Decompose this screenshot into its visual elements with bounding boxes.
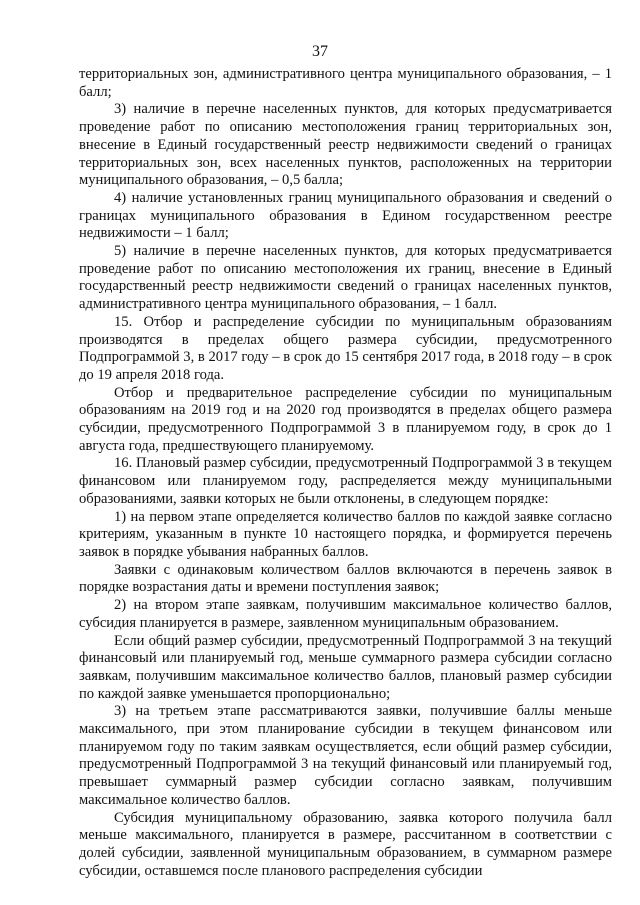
paragraph-proportional-reduction: Если общий размер субсидии, предусмотренный Подпрограммой 3 на текущий финансовый или планируемый год, меньше суммарного размера субсидии согласно заявкам, получившим максимальное количество баллов, плановый размер субсидии по каждой заявке уменьшается пропорционально; [79,632,612,702]
paragraph-continuation: территориальных зон, административного центра муниципального образования, – 1 балл; [79,66,612,100]
page-number: 37 [312,43,328,60]
paragraph-subsidy-share: Субсидия муниципальному образованию, заявка которого получила балл меньше максимального, планируется в размере, рассчитанном в соответствии с долей субсидии, заявленной муниципальным образованием, в суммарном размере субсидии, оставшемся после планового распределения субсидии [79,809,612,879]
paragraph-stage-3: 3) на третьем этапе рассматриваются заявки, получившие баллы меньше максимального, при этом планирование субсидии в текущем финансовом или планируемом году по таким заявкам осуществляется, если общий размер субсидии, предусмотренный Подпрограммой 3 на текущий финансовый или планируемый год, превышает суммарный размер субсидии согласно заявкам, получившим максимальное количество баллов. [79,703,612,808]
document-body [79,66,612,880]
paragraph-item-4: 4) наличие установленных границ муниципального образования и сведений о границах муниципального образования в Едином государственном реестре недвижимости – 1 балл; [79,189,612,242]
paragraph-item-5: 5) наличие в перечне населенных пунктов, для которых предусматривается проведение работ по описанию местоположения их границ, внесение в Единый государственный реестр недвижимости сведений о границах населенных пунктов, административного центра муниципального образования, – 1 балл. [79,243,612,313]
paragraph-section-16: 16. Плановый размер субсидии, предусмотренный Подпрограммой 3 в текущем финансовом или планируемом году, распределяется между муниципальными образованиями, заявки которых не были отклонены, в следующем порядке: [79,455,612,507]
paragraph-item-3: 3) наличие в перечне населенных пунктов, для которых предусматривается проведение работ по описанию местоположения границ территориальных зон, внесение в Единый государственный реестр недвижимости сведений о границах территориальных зон, всех населенных пунктов, расположенных на территории муниципального образования, – 0,5 балла; [79,101,612,189]
paragraph-stage-2: 2) на втором этапе заявкам, получившим максимальное количество баллов, субсидия планируется в размере, заявленном муниципальным образованием. [79,597,612,631]
paragraph-stage-1: 1) на первом этапе определяется количество баллов по каждой заявке согласно критериям, указанным в пункте 10 настоящего порядка, и формируется перечень заявок в порядке убывания набранных баллов. [79,508,612,560]
paragraph-selection-2019-2020: Отбор и предварительное распределение субсидии по муниципальным образованиям на 2019 год и на 2020 год производятся в пределах общего размера субсидии, предусмотренного Подпрограммой 3 в планируемом году, в срок до 1 августа года, предшествующего планируемому. [79,384,612,454]
paragraph-section-15: 15. Отбор и распределение субсидии по муниципальным образованиям производятся в пределах общего размера субсидии, предусмотренного Подпрограммой 3, в 2017 году – в срок до 15 сентября 2017 года, в 2018 году – в срок до 19 апреля 2018 года. [79,313,612,383]
paragraph-equal-scores: Заявки с одинаковым количеством баллов включаются в перечень заявок в порядке возрастания даты и времени поступления заявок; [79,561,612,596]
